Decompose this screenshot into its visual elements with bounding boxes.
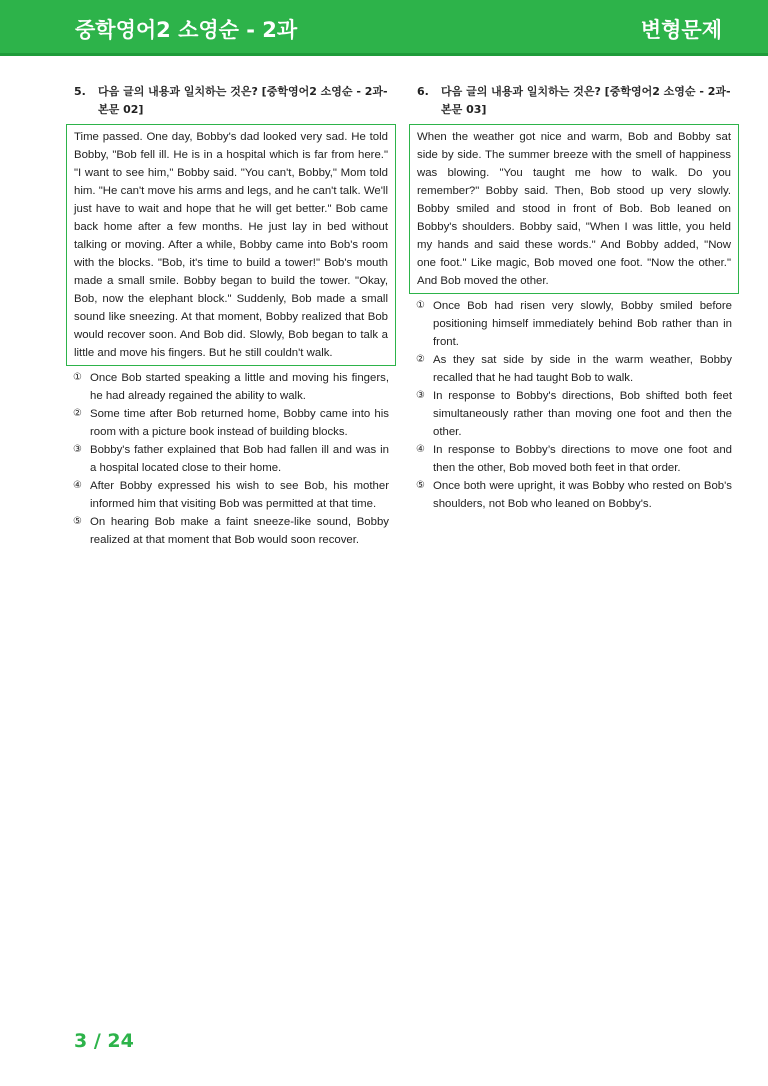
option-text: Some time after Bob returned home, Bobby came into his room with a picture book instead of building blocks. bbox=[90, 408, 389, 438]
question-number: 6. bbox=[417, 85, 429, 98]
option-text: Once Bob had risen very slowly, Bobby smiled before positioning himself immediately behind Bob rather than in front. bbox=[433, 300, 732, 348]
answer-option[interactable] bbox=[66, 513, 396, 549]
question-heading bbox=[66, 83, 396, 119]
option-number: ③ bbox=[73, 444, 82, 455]
answer-option[interactable] bbox=[409, 297, 739, 351]
question-6 bbox=[409, 83, 739, 513]
header-category-label: 변형문제 bbox=[640, 18, 722, 42]
option-text: Once Bob started speaking a little and moving his fingers, he had already regained the ability to walk. bbox=[90, 372, 389, 402]
passage-box: When the weather got nice and warm, Bob and Bobby sat side by side. The summer breeze with the smell of happiness was blowing. "You taught me how to walk. Do you remember?" Bobby said. Then, Bob stood up very slowly. Bobby smiled and stood in front of Bob. Bob leaned on Bobby's shoulders. Bobby said, "When I was little, you held my hands and said these words." And Bobby added, "Now one foot." Like magic, Bob moved one foot. "Now the other." And Bob moved the other. bbox=[409, 124, 739, 294]
question-number: 5. bbox=[74, 85, 86, 98]
question-prompt: 다음 글의 내용과 일치하는 것은? [중학영어2 소영순 - 2과-본문 02] bbox=[98, 85, 388, 116]
option-number: ③ bbox=[416, 390, 425, 401]
option-number: ① bbox=[416, 300, 425, 311]
option-text: Once both were upright, it was Bobby who rested on Bob's shoulders, not Bob who leaned on Bobby's. bbox=[433, 480, 732, 510]
question-heading bbox=[409, 83, 739, 119]
question-5 bbox=[66, 83, 396, 549]
answer-option[interactable] bbox=[409, 477, 739, 513]
answer-option[interactable] bbox=[66, 405, 396, 441]
option-number: ② bbox=[73, 408, 82, 419]
question-prompt: 다음 글의 내용과 일치하는 것은? [중학영어2 소영순 - 2과-본문 03] bbox=[441, 85, 731, 116]
answer-options bbox=[409, 297, 739, 513]
answer-option[interactable] bbox=[409, 351, 739, 387]
answer-option[interactable] bbox=[66, 477, 396, 513]
option-number: ④ bbox=[73, 480, 82, 491]
page-number: 3 / 24 bbox=[74, 1030, 134, 1052]
option-text: In response to Bobby's directions, Bob shifted both feet simultaneously rather than moving one foot and then the other. bbox=[433, 390, 732, 438]
answer-option[interactable] bbox=[66, 369, 396, 405]
passage-box: Time passed. One day, Bobby's dad looked very sad. He told Bobby, "Bob fell ill. He is in a hospital which is far from here." "I want to see him," Bobby said. "You can't, Bobby," Mom told him. "He can't move his arms and legs, and he can't talk. We'll just have to wait and hope that he will get better." Bob came back home after a few months. He just lay in bed without talking or moving. After a while, Bobby came into Bob's room with the blocks. "Bob, it's time to build a tower!" Bob's mouth made a small smile. Bobby began to build the tower. "Okay, Bob, now the elephant block." Suddenly, Bob made a small sound like sneezing. At that moment, Bobby realized that Bob would recover soon. And Bob did. Slowly, Bob began to talk a little and move his fingers. But he still couldn't walk. bbox=[66, 124, 396, 366]
answer-option[interactable] bbox=[409, 441, 739, 477]
page-header bbox=[0, 0, 768, 56]
option-text: On hearing Bob make a faint sneeze-like sound, Bobby realized at that moment that Bob would soon recover. bbox=[90, 516, 389, 546]
answer-options bbox=[66, 369, 396, 549]
option-number: ④ bbox=[416, 444, 425, 455]
option-number: ① bbox=[73, 372, 82, 383]
option-number: ⑤ bbox=[73, 516, 82, 527]
option-number: ② bbox=[416, 354, 425, 365]
option-text: Bobby's father explained that Bob had fallen ill and was in a hospital located close to their home. bbox=[90, 444, 389, 474]
option-text: As they sat side by side in the warm weather, Bobby recalled that he had taught Bob to walk. bbox=[433, 354, 732, 384]
option-text: In response to Bobby’s directions to move one foot and then the other, Bob moved both feet in that order. bbox=[433, 444, 732, 474]
option-text: After Bobby expressed his wish to see Bob, his mother informed him that visiting Bob was permitted at that time. bbox=[90, 480, 389, 510]
answer-option[interactable] bbox=[409, 387, 739, 441]
answer-option[interactable] bbox=[66, 441, 396, 477]
header-title: 중학영어2 소영순 - 2과 bbox=[75, 18, 298, 42]
option-number: ⑤ bbox=[416, 480, 425, 491]
